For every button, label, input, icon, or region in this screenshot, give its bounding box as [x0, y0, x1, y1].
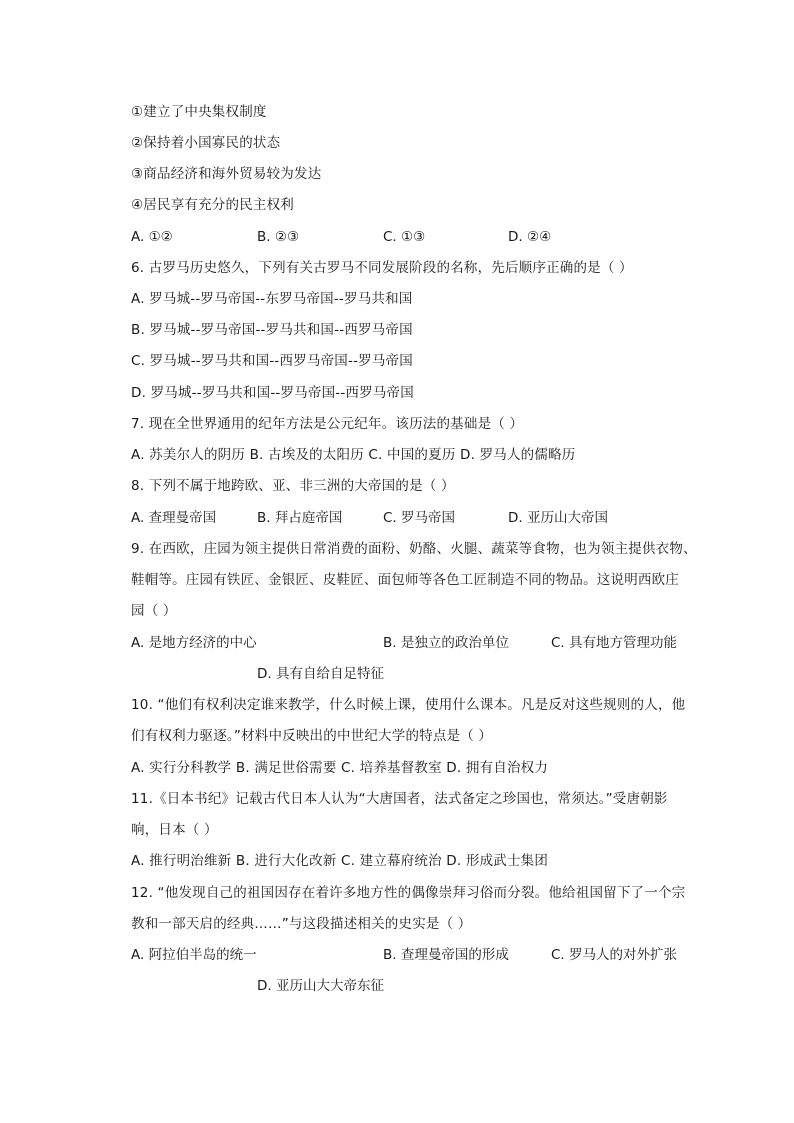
q11-options: A. 推行明治维新 B. 进行大化改新 C. 建立幕府统治 D. 形成武士集团	[131, 853, 549, 869]
q5-statement-4: ④居民享有充分的民主权利	[131, 197, 295, 213]
q9-option-a: A. 是地方经济的中心	[131, 635, 257, 651]
q6-option-b: B. 罗马城--罗马帝国--罗马共和国--西罗马帝国	[131, 322, 413, 338]
q10-options: A. 实行分科教学 B. 满足世俗需要 C. 培养基督教室 D. 拥有自治权力	[131, 760, 549, 776]
q5-option-d: D. ②④	[508, 229, 552, 245]
q5-option-a: A. ①②	[131, 229, 173, 245]
q11-stem-line-2: 响，日本（ ）	[131, 822, 218, 838]
q5-statement-1: ①建立了中央集权制度	[131, 104, 267, 120]
q5-option-b: B. ②③	[257, 229, 300, 245]
q10-stem-line-2: 们有权利力驱逐。”材料中反映出的中世纪大学的特点是（ ）	[131, 728, 493, 744]
q8-stem: 8. 下列不属于地跨欧、亚、非三洲的大帝国的是（ ）	[131, 478, 455, 494]
q11-stem-line-1: 11.《日本书纪》记载古代日本人认为“大唐国者，法式备定之珍国也，常须达。”受唐朝影	[131, 791, 668, 807]
q6-option-a: A. 罗马城--罗马帝国--东罗马帝国--罗马共和国	[131, 291, 413, 307]
q9-option-b: B. 是独立的政治单位	[383, 635, 509, 651]
q9-option-d: D. 具有自给自足特征	[257, 666, 384, 682]
q6-stem: 6. 古罗马历史悠久，下列有关古罗马不同发展阶段的名称，先后顺序正确的是（ ）	[131, 260, 633, 276]
q12-option-c: C. 罗马人的对外扩张	[551, 947, 678, 963]
q12-option-a: A. 阿拉伯半岛的统一	[131, 947, 257, 963]
q8-option-c: C. 罗马帝国	[383, 510, 456, 526]
q9-option-c: C. 具有地方管理功能	[551, 635, 678, 651]
q8-option-a: A. 查理曼帝国	[131, 510, 217, 526]
q10-stem-line-1: 10. “他们有权利决定谁来教学，什么时候上课，使用什么课本。凡是反对这些规则的人，他	[131, 697, 686, 713]
q8-option-d: D. 亚历山大帝国	[508, 510, 608, 526]
q6-option-c: C. 罗马城--罗马共和国--西罗马帝国--罗马帝国	[131, 353, 413, 369]
q9-stem-line-2: 鞋帽等。庄园有铁匠、金银匠、皮鞋匠、面包师等各色工匠制造不同的物品。这说明西欧庄	[131, 572, 679, 588]
q5-statement-2: ②保持着小国寡民的状态	[131, 135, 281, 151]
q9-stem-line-1: 9. 在西欧，庄园为领主提供日常消费的面粉、奶酪、火腿、蔬菜等食物，也为领主提供衣物、	[131, 541, 697, 557]
q5-option-c: C. ①③	[383, 229, 426, 245]
q5-statement-3: ③商品经济和海外贸易较为发达	[131, 166, 322, 182]
q12-option-d: D. 亚历山大大帝东征	[257, 978, 384, 994]
q6-option-d: D. 罗马城--罗马共和国--罗马帝国--西罗马帝国	[131, 385, 414, 401]
q9-stem-line-3: 园（ ）	[131, 603, 177, 619]
q8-option-b: B. 拜占庭帝国	[257, 510, 343, 526]
q12-option-b: B. 查理曼帝国的形成	[383, 947, 509, 963]
q12-stem-line-2: 教和一部天启的经典……”与这段描述相关的史实是（ ）	[131, 916, 472, 932]
q12-stem-line-1: 12. “他发现自己的祖国因存在着许多地方性的偶像崇拜习俗而分裂。他给祖国留下了一个宗	[131, 885, 686, 901]
q7-stem: 7. 现在全世界通用的纪年方法是公元纪年。该历法的基础是（ ）	[131, 416, 524, 432]
q7-options: A. 苏美尔人的阴历 B. 古埃及的太阳历 C. 中国的夏历 D. 罗马人的儒略历	[131, 447, 576, 463]
